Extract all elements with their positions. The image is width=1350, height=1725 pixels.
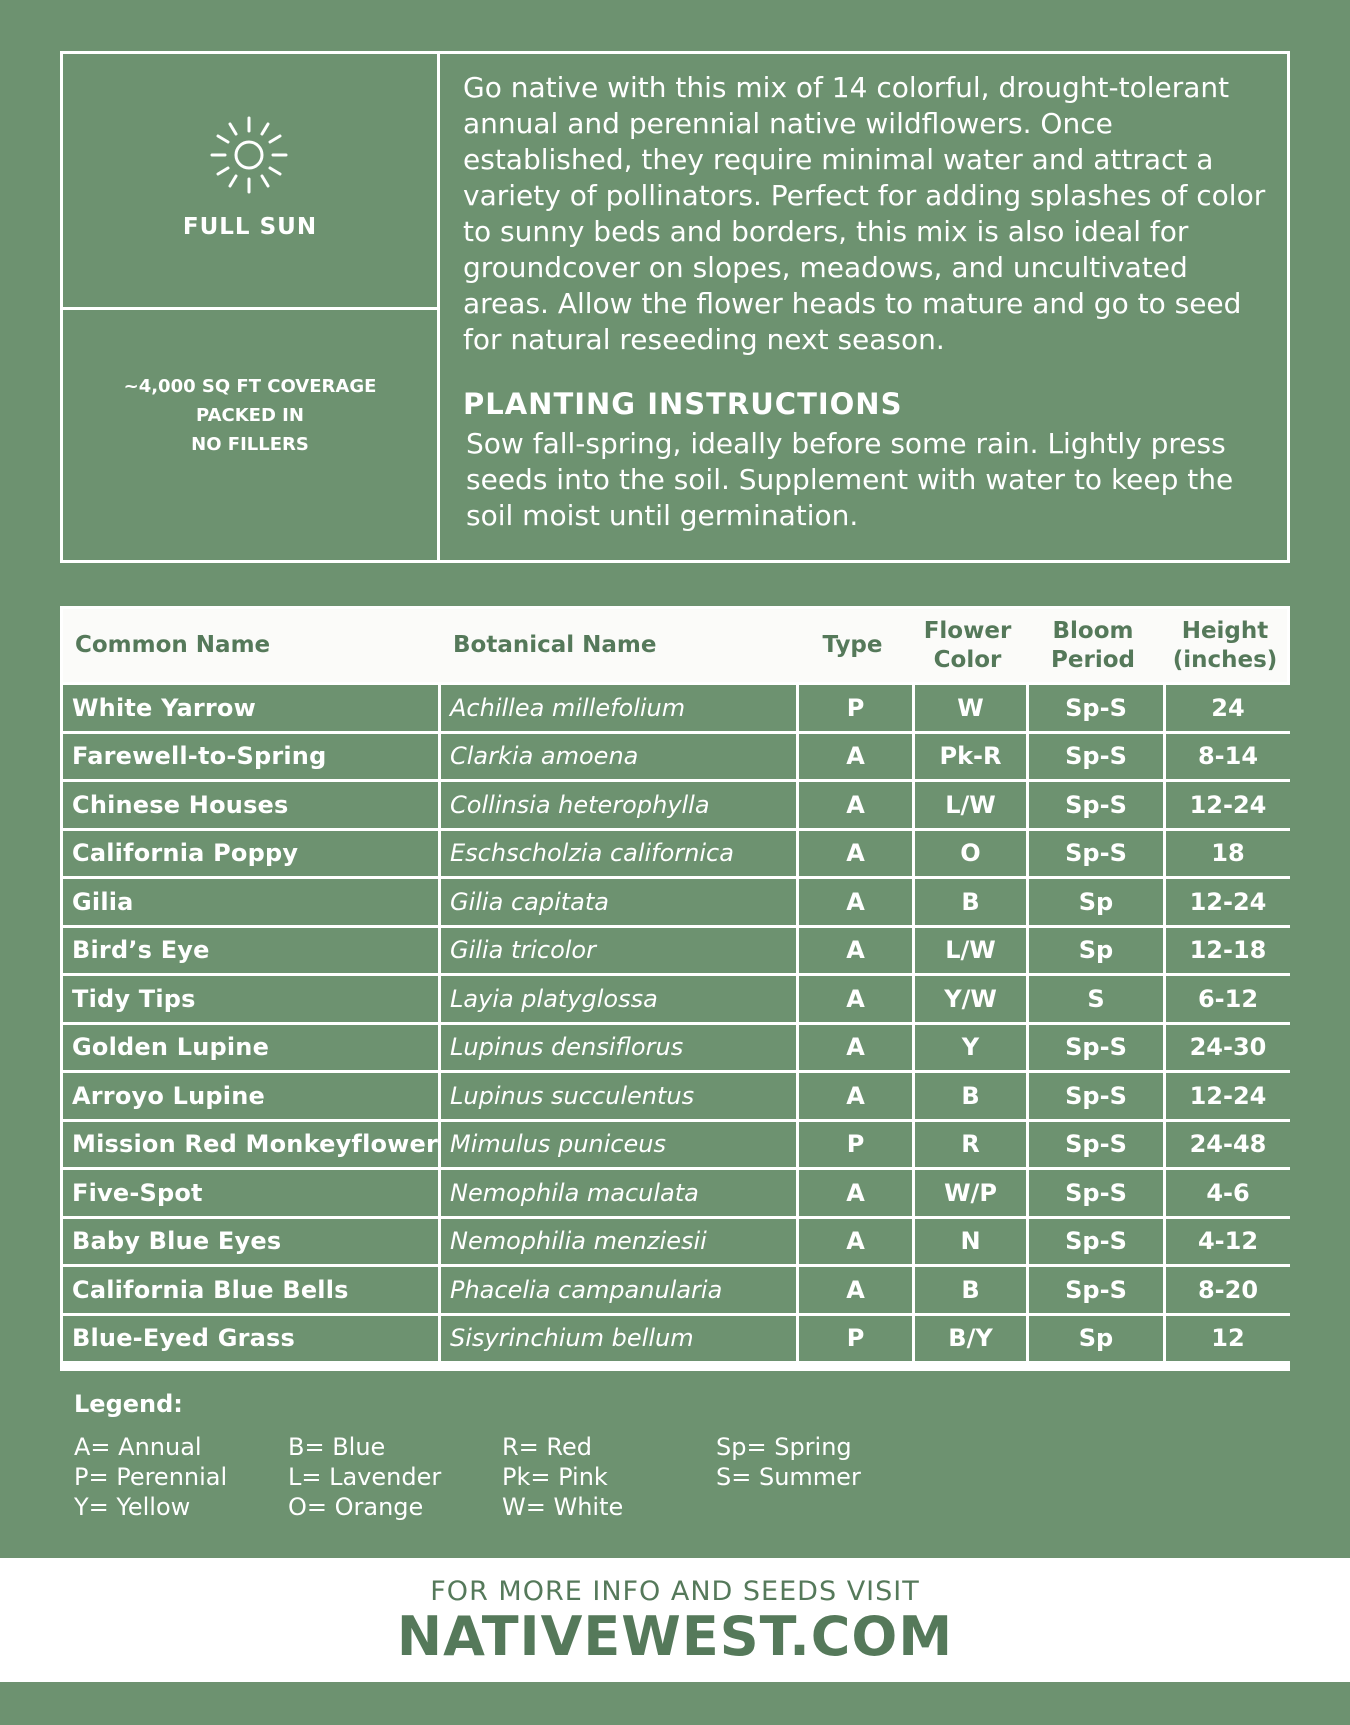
flower-color-cell: L/W [915, 782, 1026, 828]
type-cell: A [799, 1025, 912, 1071]
packed-text: PACKED IN [196, 404, 304, 426]
sun-icon [208, 114, 290, 196]
legend-item: R= Red [502, 1433, 593, 1461]
common-name-cell: Mission Red Monkeyflower [63, 1122, 438, 1168]
height-cell: 4-6 [1166, 1170, 1290, 1216]
common-name-cell: Arroyo Lupine [63, 1073, 438, 1119]
type-cell: A [799, 1219, 912, 1265]
legend-column [502, 1432, 716, 1522]
botanical-name-cell: Clarkia amoena [441, 734, 796, 780]
header-bloom-period-line2: Period [1051, 646, 1135, 673]
botanical-name-cell: Nemophila maculata [441, 1170, 796, 1216]
botanical-name-cell: Lupinus densiflorus [441, 1025, 796, 1071]
bloom-period-cell: Sp [1029, 1316, 1163, 1362]
legend-item: P= Perennial [74, 1463, 228, 1491]
height-cell: 8-20 [1166, 1267, 1290, 1313]
flower-color-cell: B/Y [915, 1316, 1026, 1362]
botanical-name-cell: Eschscholzia californica [441, 831, 796, 877]
bloom-period-cell: Sp-S [1029, 734, 1163, 780]
bloom-period-cell: Sp [1029, 928, 1163, 974]
type-cell: A [799, 1267, 912, 1313]
bloom-period-cell: Sp-S [1029, 831, 1163, 877]
footer-website[interactable]: NATIVEWEST.COM [396, 1605, 954, 1668]
type-cell: A [799, 782, 912, 828]
common-name-cell: Tidy Tips [63, 976, 438, 1022]
coverage-text: ~4,000 SQ FT COVERAGE [123, 375, 377, 397]
common-name-cell: Gilia [63, 879, 438, 925]
sun-label: FULL SUN [182, 214, 318, 240]
type-cell: P [799, 1316, 912, 1362]
botanical-name-cell: Sisyrinchium bellum [441, 1316, 796, 1362]
botanical-name-cell: Layia platyglossa [441, 976, 796, 1022]
flower-color-cell: B [915, 879, 1026, 925]
bloom-period-cell: Sp-S [1029, 1122, 1163, 1168]
type-cell: A [799, 879, 912, 925]
flower-color-cell: N [915, 1219, 1026, 1265]
bloom-period-cell: Sp-S [1029, 1170, 1163, 1216]
type-cell: A [799, 831, 912, 877]
botanical-name-cell: Lupinus succulentus [441, 1073, 796, 1119]
botanical-name-cell: Gilia capitata [441, 879, 796, 925]
legend-item: S= Summer [716, 1463, 861, 1491]
type-cell: A [799, 1073, 912, 1119]
common-name-cell: Golden Lupine [63, 1025, 438, 1071]
planting-text: Sow fall-spring, ideally before some rain. Lightly press seeds into the soil. Supplement with water to keep the soil moist until germination. [466, 427, 1234, 532]
table-header [63, 609, 1287, 682]
legend-column [288, 1432, 502, 1522]
legend-columns [74, 1432, 930, 1522]
legend-item: O= Orange [288, 1493, 424, 1521]
type-cell: A [799, 976, 912, 1022]
flower-color-cell: Y [915, 1025, 1026, 1071]
height-cell: 24-30 [1166, 1025, 1290, 1071]
botanical-name-cell: Gilia tricolor [441, 928, 796, 974]
flower-color-cell: O [915, 831, 1026, 877]
common-name-cell: Blue-Eyed Grass [63, 1316, 438, 1362]
flower-color-cell: Y/W [915, 976, 1026, 1022]
header-flower-color-line2: Color [933, 646, 1002, 673]
legend-title: Legend: [74, 1390, 183, 1418]
header-flower-color-line1: Flower [923, 617, 1012, 644]
height-cell: 8-14 [1166, 734, 1290, 780]
description-text: Go native with this mix of 14 colorful, drought-tolerant annual and perennial native wildflowers. Once established, they require minimal water and attract a variety of pollinators. Perfect for adding splashes of color to sunny beds and borders, this mix is also ideal for groundcover on slopes, meadows, and uncultivated areas. Allow the flower heads to mature and go to seed for natural reseeding next season. [463, 71, 1266, 356]
height-cell: 12-24 [1166, 1073, 1290, 1119]
height-cell: 24 [1166, 685, 1290, 731]
type-cell: A [799, 928, 912, 974]
legend-column [74, 1432, 288, 1522]
sun-requirement-cell [63, 54, 437, 310]
bloom-period-cell: Sp [1029, 879, 1163, 925]
footer [0, 1558, 1350, 1682]
header-bloom-period [1026, 609, 1160, 682]
legend-item: B= Blue [288, 1433, 386, 1461]
legend-item: Sp= Spring [716, 1433, 852, 1461]
type-cell: P [799, 1122, 912, 1168]
legend-item: A= Annual [74, 1433, 202, 1461]
height-cell: 12 [1166, 1316, 1290, 1362]
common-name-cell: Chinese Houses [63, 782, 438, 828]
bloom-period-cell: Sp-S [1029, 1219, 1163, 1265]
height-cell: 4-12 [1166, 1219, 1290, 1265]
height-cell: 12-24 [1166, 879, 1290, 925]
header-type: Type [822, 632, 883, 658]
common-name-cell: Farewell-to-Spring [63, 734, 438, 780]
header-common-name: Common Name [75, 632, 271, 658]
coverage-cell [63, 310, 437, 560]
flower-color-cell: W/P [915, 1170, 1026, 1216]
flower-color-cell: R [915, 1122, 1026, 1168]
bloom-period-cell: Sp-S [1029, 685, 1163, 731]
common-name-cell: Five-Spot [63, 1170, 438, 1216]
bloom-period-cell: Sp-S [1029, 1025, 1163, 1071]
type-cell: A [799, 1170, 912, 1216]
planting-title: PLANTING INSTRUCTIONS [463, 387, 903, 421]
common-name-cell: California Poppy [63, 831, 438, 877]
legend-item: L= Lavender [288, 1463, 442, 1491]
height-cell: 6-12 [1166, 976, 1290, 1022]
header-height [1163, 609, 1287, 682]
table-body [63, 685, 1287, 1361]
legend-item: Pk= Pink [502, 1463, 608, 1491]
header-botanical-name: Botanical Name [453, 632, 657, 658]
info-left-column [63, 54, 440, 560]
bloom-period-cell: Sp-S [1029, 782, 1163, 828]
legend-item: Y= Yellow [74, 1493, 191, 1521]
bloom-period-cell: S [1029, 976, 1163, 1022]
height-cell: 18 [1166, 831, 1290, 877]
footer-tagline: FOR MORE INFO AND SEEDS VISIT [430, 1576, 920, 1607]
common-name-cell: Bird’s Eye [63, 928, 438, 974]
species-table [60, 606, 1290, 1371]
botanical-name-cell: Collinsia heterophylla [441, 782, 796, 828]
legend-column [716, 1432, 930, 1522]
flower-color-cell: B [915, 1073, 1026, 1119]
botanical-name-cell: Nemophilia menziesii [441, 1219, 796, 1265]
flower-color-cell: B [915, 1267, 1026, 1313]
type-cell: A [799, 734, 912, 780]
flower-color-cell: L/W [915, 928, 1026, 974]
common-name-cell: Baby Blue Eyes [63, 1219, 438, 1265]
bloom-period-cell: Sp-S [1029, 1267, 1163, 1313]
height-cell: 12-18 [1166, 928, 1290, 974]
legend-item: W= White [502, 1493, 624, 1521]
bloom-period-cell: Sp-S [1029, 1073, 1163, 1119]
height-cell: 24-48 [1166, 1122, 1290, 1168]
flower-color-cell: Pk-R [915, 734, 1026, 780]
header-bloom-period-line1: Bloom [1052, 617, 1134, 644]
header-height-line2: (inches) [1172, 646, 1278, 673]
header-flower-color [912, 609, 1023, 682]
botanical-name-cell: Phacelia campanularia [441, 1267, 796, 1313]
header-height-line1: Height [1181, 617, 1269, 644]
fillers-text: NO FILLERS [191, 433, 309, 455]
type-cell: P [799, 685, 912, 731]
height-cell: 12-24 [1166, 782, 1290, 828]
flower-color-cell: W [915, 685, 1026, 731]
common-name-cell: California Blue Bells [63, 1267, 438, 1313]
botanical-name-cell: Mimulus puniceus [441, 1122, 796, 1168]
info-right-column [463, 70, 1273, 534]
info-panel [60, 51, 1290, 563]
botanical-name-cell: Achillea millefolium [441, 685, 796, 731]
legend [74, 1390, 930, 1522]
common-name-cell: White Yarrow [63, 685, 438, 731]
